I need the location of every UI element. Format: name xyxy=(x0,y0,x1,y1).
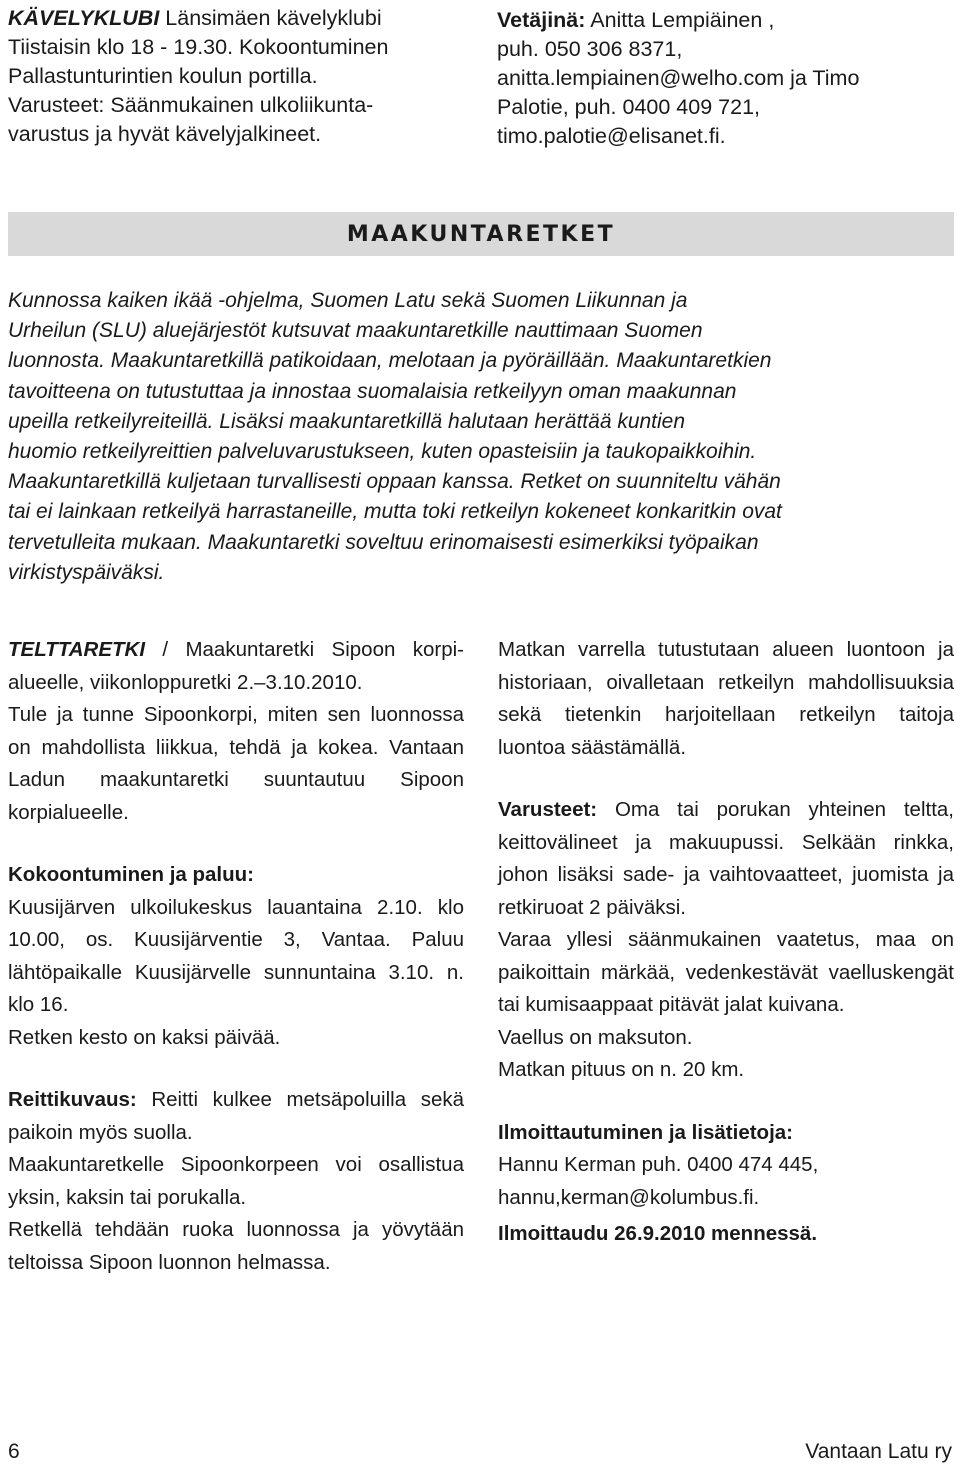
contact-line-2: hannu,kerman@kolumbus.fi. xyxy=(498,1185,760,1209)
signup-label: Ilmoittautuminen ja lisätietoja: xyxy=(498,1120,794,1144)
leaders-block xyxy=(497,6,947,151)
walking-club-title: KÄVELYKLUBI xyxy=(8,6,160,30)
leaders-line-1 xyxy=(497,6,947,35)
intro-line: Urheilun (SLU) aluejärjestöt kutsuvat maakuntaretkille nauttimaan Suomen xyxy=(8,319,703,343)
intro-line: luonnosta. Maakuntaretkillä patikoidaan, melotaan ja pyöräillään. Maakuntaretkien xyxy=(8,349,772,373)
intro-line: tervetulleita mukaan. Maakuntaretki soveltuu erinomaisesti esimerkiksi työpaikan xyxy=(8,530,759,554)
clothing-text: Varaa yllesi säänmukainen vaatetus, maa on paikoittain märkää, vedenkestävät vaelluskengät tai kumisaappaat pitävät jalat kuivana. xyxy=(498,928,954,1016)
walking-club-block xyxy=(8,4,478,149)
route-text-3: Retkellä tehdään ruoka luonnossa ja yövytään teltoissa Sipoon luonnon helmassa. xyxy=(8,1218,464,1274)
intro-line: huomio retkeilyreittien palveluvarustukseen, kuten opasteisiin ja taukopaikkoihin. xyxy=(8,440,757,464)
section-title: MAAKUNTARETKET xyxy=(346,221,616,247)
contact-line-1: Hannu Kerman puh. 0400 474 445, xyxy=(498,1153,819,1176)
leaders-line-3: anitta.lempiainen@welho.com ja Timo xyxy=(497,66,860,90)
route-text: Reitti kulkee metsäpoluilla sekä paikoin myös suolla. xyxy=(8,1088,464,1144)
equipment-text: Oma tai porukan yhteinen teltta, keittovälineet ja makuupussi. Selkään rinkka, johon lisäksi sade- ja vaihtovaatteet, juomista ja retkiruoat 2 päiväksi. xyxy=(498,798,954,919)
walking-club-line-3: Pallastunturintien koulun portilla. xyxy=(8,64,318,88)
length-text: Matkan pituus on n. 20 km. xyxy=(498,1058,745,1081)
equipment-paragraph xyxy=(498,794,954,924)
nature-text: Matkan varrella tutustutaan alueen luontoon ja historiaan, oivalletaan retkeilyn mahdollisuuksia sekä tietenkin harjoitellaan retkeilyn taitoja luontoa säästämällä. xyxy=(498,638,954,759)
intro-line: tai ei lainkaan retkeilyä harrastaneille, mutta toki retkeilyn kokeneet konkaritkin ovat xyxy=(8,500,782,524)
route-text-2: Maakuntaretkelle Sipoonkorpeen voi osallistua yksin, kaksin tai porukalla. xyxy=(8,1153,464,1209)
leaders-label: Vetäjinä: xyxy=(497,8,586,32)
spacer xyxy=(8,829,464,859)
trip-right-column xyxy=(498,634,954,1251)
intro-line: Kunnossa kaiken ikää -ohjelma, Suomen Latu sekä Suomen Liikunnan ja xyxy=(8,289,688,312)
spacer xyxy=(498,1087,954,1117)
walking-club-line-4: Varusteet: Säänmukainen ulkoliikunta- xyxy=(8,93,374,117)
intro-line: Maakuntaretkillä kuljetaan turvallisesti oppaan kanssa. Retket on suunniteltu vähän xyxy=(8,470,781,494)
trip-description: Tule ja tunne Sipoonkorpi, miten sen luonnossa on mahdollista liikkua, tehdä ja kokea. Vantaan Ladun maakuntaretki suuntautuu Sipoon korpialueelle. xyxy=(8,703,464,824)
signup-deadline: Ilmoittaudu 26.9.2010 mennessä. xyxy=(498,1222,818,1245)
trip-name: TELTTARETKI xyxy=(8,638,146,661)
leaders-line-5: timo.palotie@elisanet.fi. xyxy=(497,124,726,148)
intro-line: upeilla retkeilyreiteillä. Lisäksi maakuntaretkillä halutaan herättää kuntien xyxy=(8,409,686,433)
walking-club-line-2: Tiistaisin klo 18 - 19.30. Kokoontuminen xyxy=(8,35,389,59)
trip-heading xyxy=(8,634,464,699)
free-text: Vaellus on maksuton. xyxy=(498,1025,693,1049)
meeting-text: Kuusijärven ulkoilukeskus lauantaina 2.10. klo 10.00, os. Kuusijärventie 3, Vantaa. Paluu lähtöpaikalle Kuusijärvelle sunnuntaina 3.10. n. klo 16. xyxy=(8,895,464,1016)
meeting-label: Kokoontuminen ja paluu: xyxy=(8,863,254,886)
page-number: 6 xyxy=(8,1440,20,1463)
publisher-name: Vantaan Latu ry xyxy=(805,1440,952,1463)
trip-duration: Retken kesto on kaksi päivää. xyxy=(8,1025,281,1049)
walking-club-text: Länsimäen kävelyklubi xyxy=(159,6,382,30)
route-paragraph xyxy=(8,1084,464,1149)
spacer xyxy=(498,764,954,794)
trip-subtitle: / Maakuntaretki Sipoon korpi-alueelle, viikonloppuretki 2.–3.10.2010. xyxy=(8,638,464,694)
trip-left-column xyxy=(8,634,464,1279)
section-banner xyxy=(8,212,954,256)
leaders-line-4: Palotie, puh. 0400 409 721, xyxy=(497,95,760,119)
route-label: Reittikuvaus: xyxy=(8,1088,137,1111)
equipment-label: Varusteet: xyxy=(498,798,598,821)
spacer xyxy=(8,1054,464,1084)
intro-line: tavoitteena on tutustuttaa ja innostaa suomalaisia retkeilyyn oman maakunnan xyxy=(8,379,737,403)
intro-paragraph xyxy=(8,286,938,588)
leaders-text: Anitta Lempiäinen , xyxy=(585,8,775,32)
leaders-line-2: puh. 050 306 8371, xyxy=(497,37,683,61)
intro-line: virkistyspäiväksi. xyxy=(8,560,165,584)
walking-club-line-5: varustus ja hyvät kävelyjalkineet. xyxy=(8,122,322,146)
walking-club-line-1 xyxy=(8,4,478,33)
